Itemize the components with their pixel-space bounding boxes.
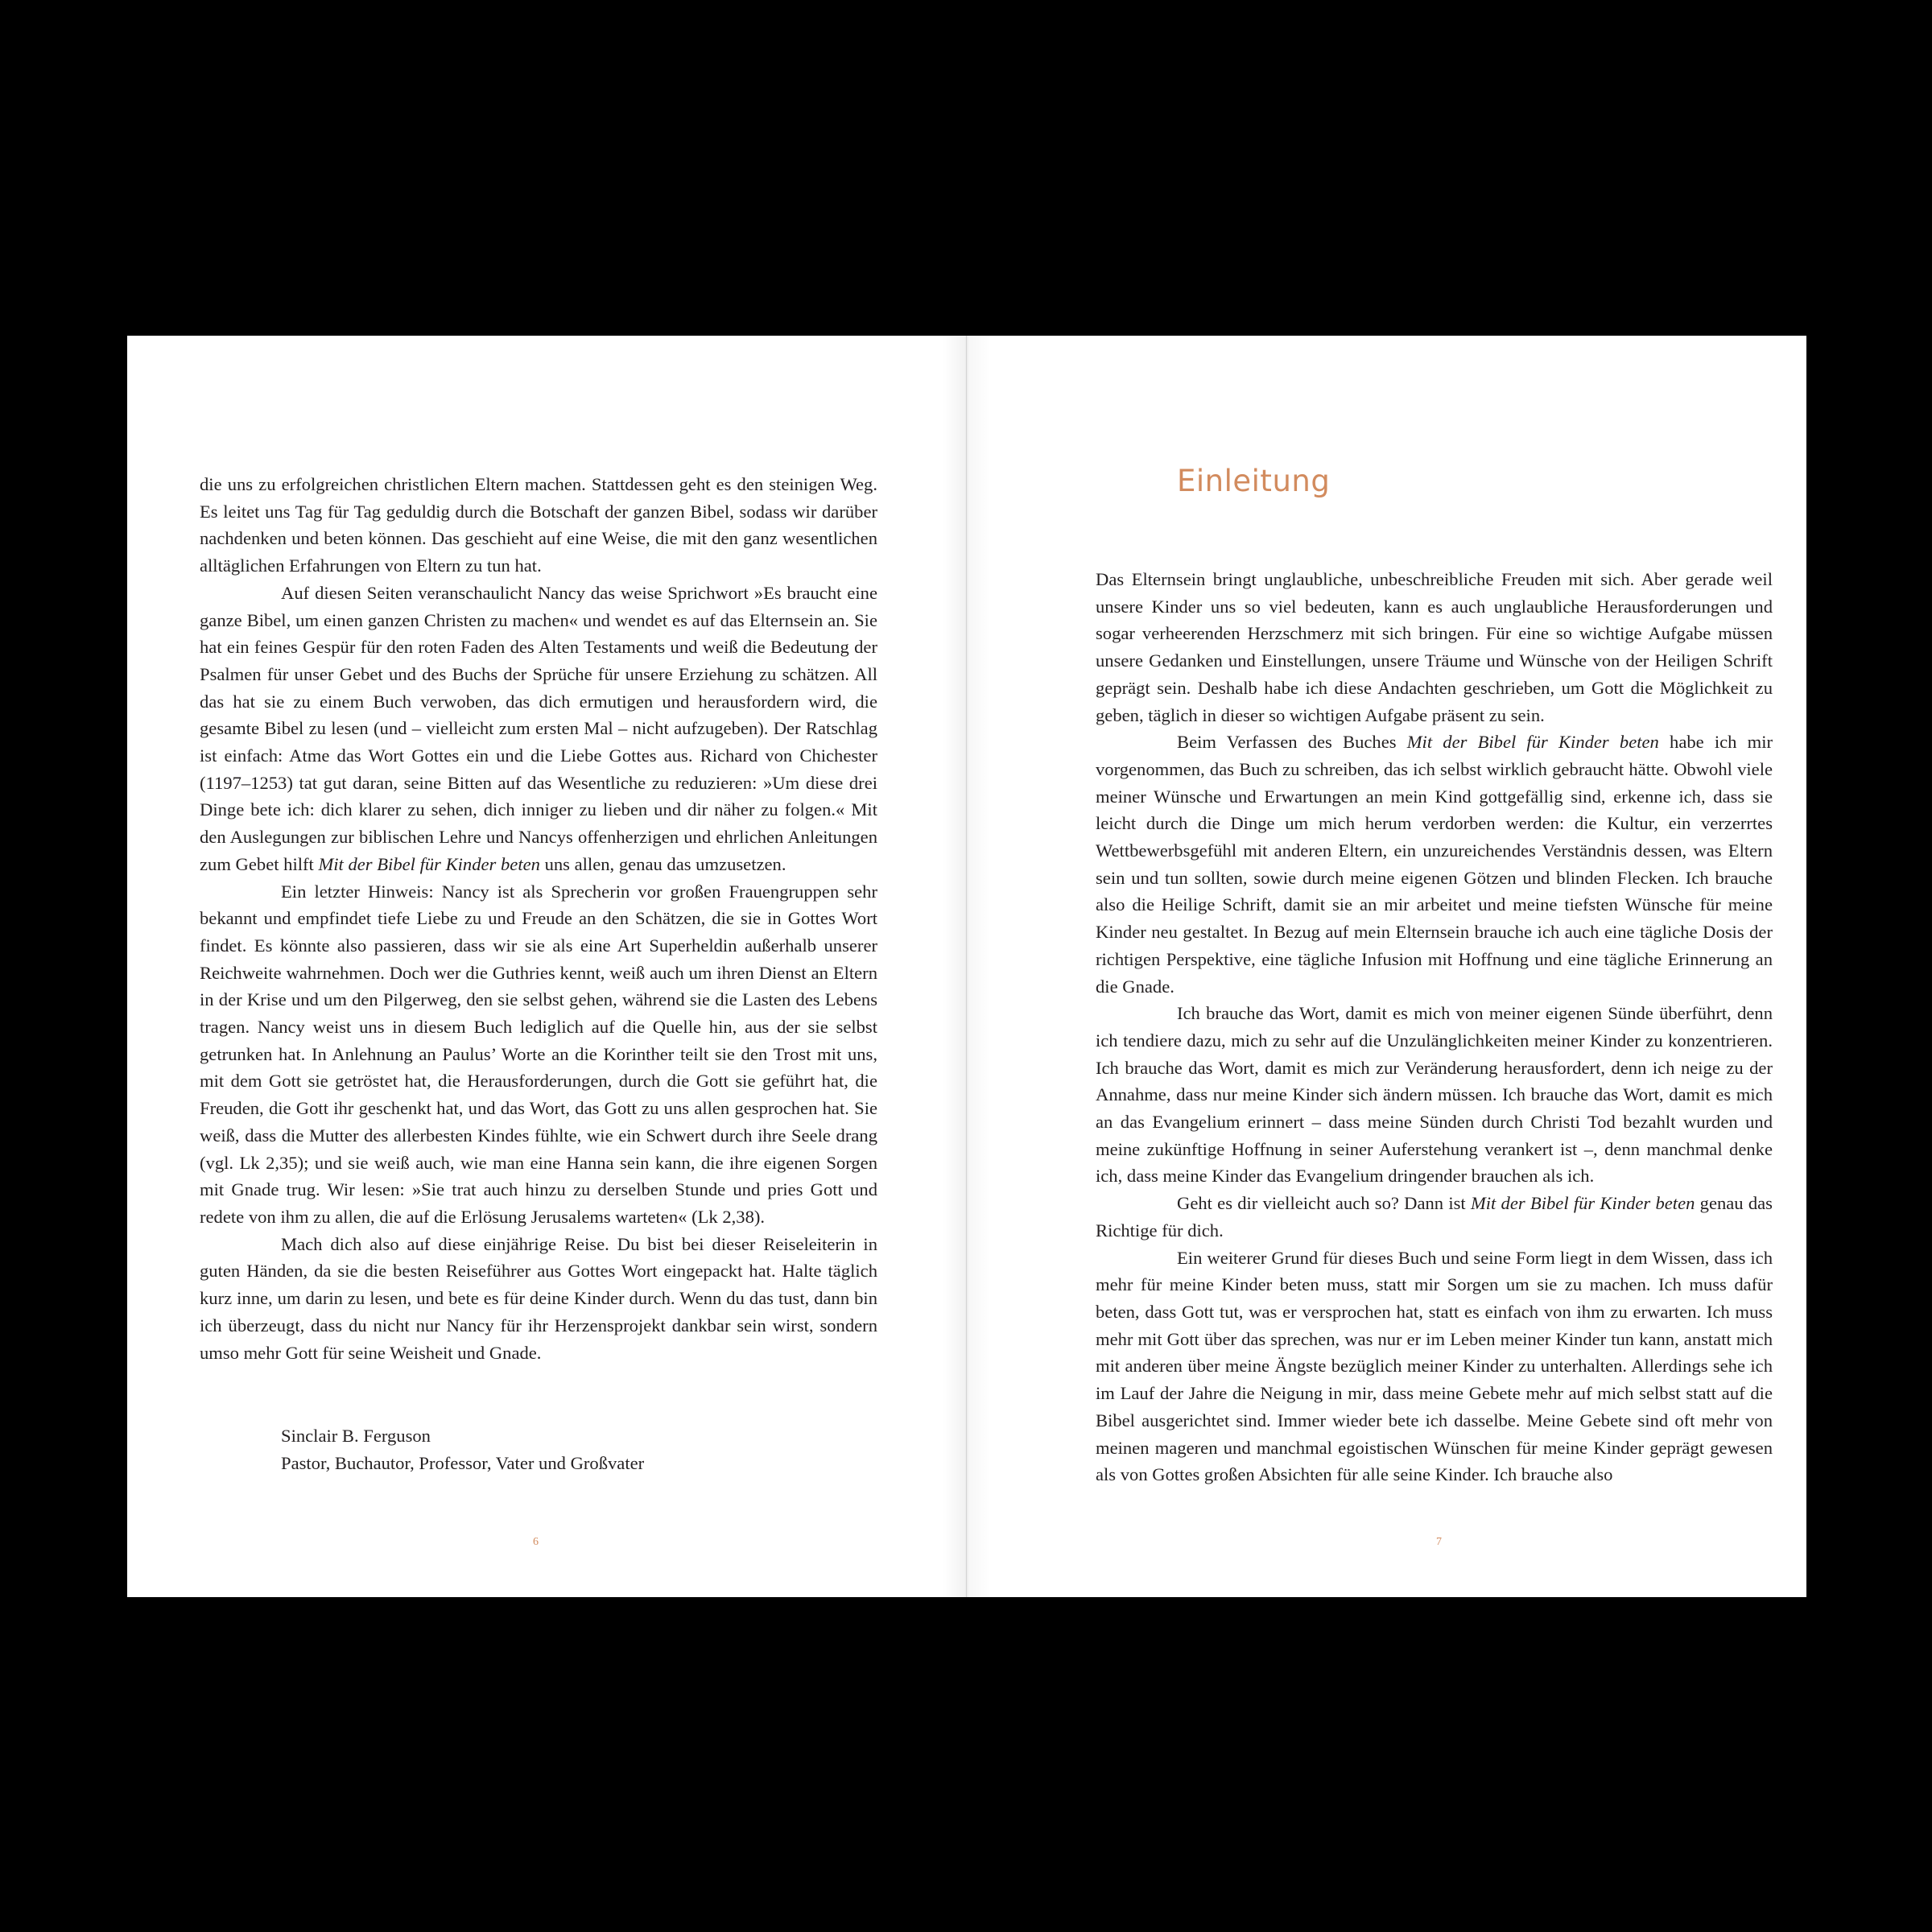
book-title-italic: Mit der Bibel für Kinder beten: [318, 853, 540, 874]
paragraph-text: Mach dich also auf diese einjährige Reise. Du bist bei dieser Reiseleiterin in guten Händen, da sie die besten Reiseführer aus Gottes Wort eingepackt hat. Halte täglich kurz inne, um darin zu lesen, und bete es für deine Kinder durch. Wenn du das tust, dann bin ich überzeugt, dass du nicht nur Nancy für ihr Herzensprojekt dankbar sein wirst, sondern umso mehr Gott für seine Weisheit und Gnade.: [200, 1233, 877, 1363]
paragraph-text: Ein letzter Hinweis: Nancy ist als Sprecherin vor großen Frauengruppen sehr bekannt und empfindet tiefe Liebe zu und Freude an den Schätzen, die sie in Gottes Wort findet. Es könnte also passieren, dass wir sie als eine Art Superheldin außerhalb unserer Reichweite wahrnehmen. Doch wer die Guthries kennt, weiß auch um ihren Dienst an Eltern in der Krise und um den Pilgerweg, den sie selbst gehen, während sie die Lasten des Lebens tragen. Nancy weist uns in diesem Buch lediglich auf die Quelle hin, aus der sie selbst getrunken hat. In Anlehnung an Paulus’ Worte an die Korinther teilt sie den Trost mit uns, mit dem Gott sie getröstet hat, die Herausforderungen, durch die Gott sie geführt hat, die Freuden, die Gott ihr geschenkt hat, und das Wort, das Gott zu uns allen gesprochen hat. Sie weiß, dass die Mutter des allerbesten Kindes fühlte, wie ein Schwert durch ihre Seele drang (vgl. Lk 2,35); und sie weiß auch, wie man eine Hanna sein kann, die ihre eigenen Sorgen mit Gnade trug. Wir lesen: »Sie trat auch hinzu zu derselben Stunde und pries Gott und redete von ihm zu allen, die auf die Erlösung Jerusalems warteten« (Lk 2,38).: [200, 881, 877, 1227]
body-paragraph: [1096, 1000, 1773, 1190]
body-paragraph: [1096, 729, 1773, 1000]
chapter-heading: Einleitung: [1177, 464, 1331, 498]
book-gutter-line: [966, 336, 967, 1597]
left-page: [127, 336, 967, 1597]
book-title-italic: Mit der Bibel für Kinder beten: [1406, 732, 1659, 753]
signature-description: Pastor, Buchautor, Professor, Vater und Großvater: [281, 1452, 645, 1473]
paragraph-text: genau das Richtige für dich.: [1096, 1193, 1773, 1241]
body-paragraph: [200, 878, 877, 1231]
body-paragraph: [1096, 1190, 1773, 1244]
body-paragraph: [200, 471, 877, 580]
paragraph-text: Ein weiterer Grund für dieses Buch und seine Form liegt in dem Wissen, dass ich mehr für meine Kinder beten muss, statt mir Sorgen um sie zu machen. Ich muss dafür beten, dass Gott tut, was er versprochen hat, statt es einfach von ihm zu erwarten. Ich muss mehr mit Gott über das sprechen, was nur er im Leben meiner Kinder tun kann, anstatt mich mit anderen über meine Ängste bezüglich meiner Kinder zu unterhalten. Allerdings sehe ich im Lauf der Jahre die Neigung in mir, dass meine Gebete mehr auf mich selbst statt auf die Bibel ausgerichtet sind. Immer wieder bete ich dasselbe. Meine Gebete sind oft mehr von meinen mageren und manchmal egoistischen Wünschen für meine Kinder geprägt gewesen als von Gottes großen Absichten für alle seine Kinder. Ich brauche also: [1096, 1247, 1773, 1485]
right-page-body: [1096, 566, 1773, 1488]
paragraph-text: uns allen, genau das umzusetzen.: [539, 853, 786, 874]
right-page: [967, 336, 1806, 1597]
book-spread: [127, 336, 1806, 1597]
page-number-right: 7: [1436, 1536, 1442, 1548]
signature-block: [281, 1422, 644, 1476]
body-paragraph: [1096, 566, 1773, 729]
signature-name: Sinclair B. Ferguson: [281, 1426, 431, 1446]
paragraph-text: die uns zu erfolgreichen christlichen Eltern machen. Stattdessen geht es den steinigen Weg. Es leitet uns Tag für Tag geduldig durch die Botschaft der ganzen Bibel, sodass wir darüber nachdenken und beten können. Das geschieht auf eine Weise, die mit den ganz wesentlichen alltäglichen Erfahrungen von Eltern zu tun hat.: [200, 474, 877, 576]
body-paragraph: [200, 1231, 877, 1367]
left-page-body: [200, 471, 877, 1366]
body-paragraph: [200, 580, 877, 878]
paragraph-text: Auf diesen Seiten veranschaulicht Nancy das weise Sprichwort »Es braucht eine ganze Bibel, um einen ganzen Christen zu machen« und wendet es auf das Elternsein an. Sie hat ein feines Gespür für den roten Faden des Alten Testaments und weiß die Bedeutung der Psalmen für unser Gebet und des Buchs der Sprüche für unsere Erziehung zu schätzen. All das hat sie zu einem Buch verwoben, das dich ermutigen und herausfordern wird, die gesamte Bibel zu lesen (und – vielleicht zum ersten Mal – nicht aufzugeben). Der Ratschlag ist einfach: Atme das Wort Gottes ein und die Liebe Gottes aus. Richard von Chichester (1197–1253) tat gut daran, seine Bitten auf das Wesentliche zu reduzieren: »Um diese drei Dinge bete ich: dich klarer zu sehen, dich inniger zu lieben und dir näher zu folgen.« Mit den Auslegungen zur biblischen Lehre und Nancys offenherzigen und ehrlichen Anleitungen zum Gebet hilft: [200, 582, 877, 874]
paragraph-text: Geht es dir vielleicht auch so? Dann ist: [1177, 1193, 1471, 1214]
paragraph-text: habe ich mir vorgenommen, das Buch zu schreiben, das ich selbst wirklich gebraucht hätte. Obwohl viele meiner Wünsche und Erwartungen an mein Kind gottgefällig sind, erkenne ich, dass sie leicht durch die Dinge um mich herum verdorben werden: die Kultur, ein verzerrtes Wettbewerbsgefühl mit anderen Eltern, ein unzureichendes Verständnis dessen, was Eltern sein und tun sollten, sowie durch meine eigenen Götzen und blinden Flecken. Ich brauche also die Heilige Schrift, damit sie an mir arbeitet und meine tiefsten Wünsche für meine Kinder neu gestaltet. In Bezug auf mein Elternsein brauche ich auch eine tägliche Dosis der richtigen Perspektive, eine tägliche Infusion mit Hoffnung und eine tägliche Erinnerung an die Gnade.: [1096, 732, 1773, 997]
paragraph-text: Ich brauche das Wort, damit es mich von meiner eigenen Sünde überführt, denn ich tendiere dazu, mich zu sehr auf die Unzulänglichkeiten meiner Kinder zu konzentrieren. Ich brauche das Wort, damit es mich zur Veränderung herausfordert, denn ich neige zu der Annahme, dass nur meine Kinder sich ändern müssen. Ich brauche das Wort, damit es mich an das Evangelium erinnert – dass meine Sünden durch Christi Tod bezahlt wurden und meine zukünftige Hoffnung in seiner Auferstehung verankert ist –, denn manchmal denke ich, dass meine Kinder das Evangelium dringender brauchen als ich.: [1096, 1003, 1773, 1187]
paragraph-text: Das Elternsein bringt unglaubliche, unbeschreibliche Freuden mit sich. Aber gerade weil unsere Kinder uns so viel bedeuten, kann es auch unglaubliche Herausforderungen und sogar verheerenden Herzschmerz mit sich bringen. Für eine so wichtige Aufgabe müssen unsere Gedanken und Einstellungen, unsere Träume und Wünsche von der Heiligen Schrift geprägt sein. Deshalb habe ich diese Andachten geschrieben, um Gott die Möglichkeit zu geben, täglich in dieser so wichtigen Aufgabe präsent zu sein.: [1096, 569, 1773, 725]
page-number-left: 6: [533, 1536, 539, 1548]
book-title-italic: Mit der Bibel für Kinder beten: [1470, 1193, 1695, 1214]
body-paragraph: [1096, 1245, 1773, 1488]
paragraph-text: Beim Verfassen des Buches: [1177, 732, 1407, 753]
